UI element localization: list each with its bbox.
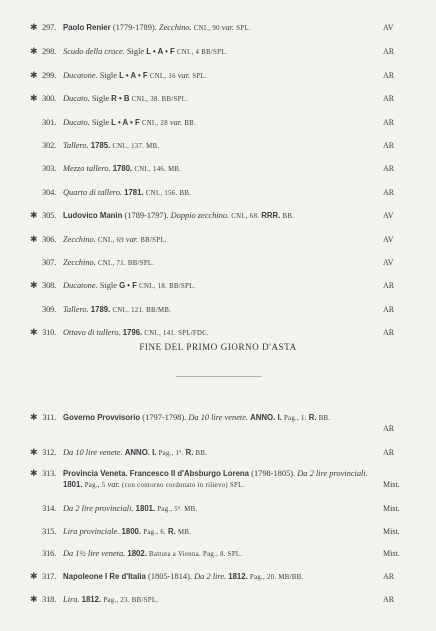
description-segment: CNI., 137. MB.: [112, 143, 160, 150]
description-segment: 1785.: [90, 141, 113, 150]
description-segment: Ducatone.: [63, 281, 100, 290]
metal-code: AV: [383, 258, 394, 267]
description-segment: CNI., 156. BB.: [145, 190, 192, 197]
description-segment: 1781.: [124, 188, 146, 197]
metal-code: AR: [383, 164, 395, 173]
lot-description: [63, 140, 377, 152]
lot-description: [63, 548, 377, 560]
description-segment: Pag., 23. BB/SPL.: [103, 597, 159, 604]
lot-number: 316.: [42, 549, 56, 558]
description-segment: ANNO. I.: [250, 413, 284, 422]
lot-description: [63, 22, 377, 34]
lot-number: 312.: [42, 448, 56, 457]
description-segment: CNI., 71. BB/SPL.: [97, 260, 155, 267]
metal-code: Mist.: [383, 480, 400, 489]
section-divider: [176, 376, 262, 377]
description-segment: CNI., 16: [149, 73, 178, 80]
lot-description: [63, 526, 377, 538]
highlight-star-icon: ✱: [30, 234, 38, 244]
lot-number: 315.: [42, 527, 56, 536]
description-segment: CNI., 146. MB.: [134, 166, 182, 173]
lot-number: 307.: [42, 258, 56, 267]
lot-description: [63, 210, 377, 222]
section-heading: FINE DEL PRIMO GIORNO D'ASTA: [139, 342, 297, 352]
lot-description: [63, 117, 377, 129]
lot-description: [63, 70, 377, 82]
description-segment: L • A • F: [119, 71, 150, 80]
lot-number: 303.: [42, 164, 56, 173]
lot-number: 310.: [42, 328, 56, 337]
description-segment: var.: [125, 235, 141, 244]
metal-code: AR: [383, 94, 395, 103]
lot-number: 314.: [42, 504, 56, 513]
description-segment: SPL.: [236, 25, 251, 32]
description-segment: (1798-1805).: [251, 469, 298, 478]
metal-code: AR: [383, 118, 395, 127]
lot-description: [63, 412, 377, 424]
lot-description: [63, 234, 377, 246]
description-segment: MB.: [178, 529, 192, 536]
description-segment: Da 1½ lire veneta.: [63, 549, 128, 558]
description-segment: Pag., 20. MB/BB.: [249, 574, 304, 581]
description-segment: Zecchino.: [63, 235, 98, 244]
description-segment: BB.: [318, 415, 331, 422]
lot-number: 298.: [42, 47, 56, 56]
description-segment: Pag., 5: [84, 482, 108, 489]
description-segment: Pag., 1.: [283, 415, 309, 422]
metal-code: Mist.: [383, 527, 400, 536]
description-segment: 1796.: [122, 328, 145, 337]
metal-code: AR: [383, 448, 395, 457]
description-segment: CNI., 121. BB/MB.: [112, 307, 172, 314]
description-segment: Pag., 6.: [143, 529, 169, 536]
description-segment: BB.: [282, 213, 295, 220]
description-segment: BB.: [184, 120, 196, 127]
description-segment: L • A • F: [146, 47, 177, 56]
metal-code: AR: [383, 305, 395, 314]
description-segment: var.: [169, 118, 185, 127]
metal-code: Mist.: [383, 504, 400, 513]
description-segment: SPL.: [192, 73, 207, 80]
description-segment: CNI., 38. BB/SPL.: [131, 96, 189, 103]
description-segment: 1801.: [135, 504, 158, 513]
highlight-star-icon: ✱: [30, 280, 38, 290]
highlight-star-icon: ✱: [30, 594, 38, 604]
highlight-star-icon: ✱: [30, 22, 38, 32]
description-segment: 1812.: [228, 572, 250, 581]
description-segment: BB.: [195, 450, 208, 457]
description-segment: var.: [221, 23, 237, 32]
lot-number: 301.: [42, 118, 56, 127]
metal-code: AV: [383, 211, 394, 220]
description-segment: Napoleone I Re d'Italia: [63, 572, 149, 581]
description-segment: (1779-1789).: [112, 23, 159, 32]
highlight-star-icon: ✱: [30, 447, 38, 457]
description-segment: RRR.: [261, 211, 283, 220]
description-segment: (1797-1798).: [142, 413, 189, 422]
description-segment: Ducato.: [63, 118, 92, 127]
description-segment: Ottavo di tallero.: [63, 328, 123, 337]
lot-number: 299.: [42, 71, 56, 80]
lot-description: [63, 447, 377, 459]
lot-number: 305.: [42, 211, 56, 220]
description-segment: CNI., 28: [141, 120, 170, 127]
description-segment: (con contorno cordonato in rilievo) SPL.: [121, 482, 245, 489]
description-segment: 1801.: [63, 480, 85, 489]
description-segment: G • F: [119, 281, 140, 290]
description-segment: Sigle: [91, 118, 112, 127]
lot-description: [63, 571, 377, 583]
description-segment: Lira.: [63, 595, 82, 604]
description-segment: R.: [308, 413, 319, 422]
description-segment: R.: [168, 527, 178, 536]
description-segment: CNI., 68.: [231, 213, 262, 220]
description-segment: 1800.: [121, 527, 144, 536]
description-segment: Da 10 lire venete.: [188, 413, 251, 422]
lot-number: 304.: [42, 188, 56, 197]
metal-code: AV: [383, 235, 394, 244]
lot-number: 300.: [42, 94, 56, 103]
description-segment: Paolo Renier: [63, 23, 113, 32]
lot-description: [63, 594, 377, 606]
highlight-star-icon: ✱: [30, 46, 38, 56]
description-segment: Zecchino.: [63, 258, 98, 267]
metal-code: AR: [383, 595, 395, 604]
lot-number: 318.: [42, 595, 56, 604]
lot-description: [63, 468, 377, 491]
description-segment: Da 2 lire provinciali.: [63, 504, 136, 513]
description-segment: ANNO. I.: [124, 448, 159, 457]
lot-number: 313.: [42, 469, 56, 478]
highlight-star-icon: ✱: [30, 70, 38, 80]
lot-number: 317.: [42, 572, 56, 581]
metal-code: AR: [383, 328, 395, 337]
lot-number: 297.: [42, 23, 56, 32]
description-segment: Quarto di tallero.: [63, 188, 125, 197]
description-segment: Pag., 5ª. MB.: [157, 506, 198, 513]
metal-code: AR: [383, 71, 395, 80]
description-segment: Sigle: [99, 281, 120, 290]
lot-number: 306.: [42, 235, 56, 244]
metal-code: AR: [383, 424, 395, 433]
metal-code: AR: [383, 141, 395, 150]
description-segment: Tallero.: [63, 141, 91, 150]
description-segment: R.: [185, 448, 196, 457]
metal-code: AR: [383, 281, 395, 290]
description-segment: BB/SPL.: [140, 237, 167, 244]
description-segment: Da 2 lire.: [194, 572, 229, 581]
highlight-star-icon: ✱: [30, 571, 38, 581]
description-segment: Ludovico Manin: [63, 211, 125, 220]
lot-number: 309.: [42, 305, 56, 314]
highlight-star-icon: ✱: [30, 210, 38, 220]
description-segment: Ducatone.: [63, 71, 100, 80]
description-segment: L • A • F: [111, 118, 142, 127]
description-segment: CNI., 4 BB/SPL.: [176, 49, 228, 56]
description-segment: CNI., 69: [97, 237, 126, 244]
description-segment: Zecchino.: [158, 23, 194, 32]
metal-code: Mist.: [383, 549, 400, 558]
description-segment: Doppio zecchino.: [170, 211, 232, 220]
lot-number: 308.: [42, 281, 56, 290]
highlight-star-icon: ✱: [30, 327, 38, 337]
highlight-star-icon: ✱: [30, 93, 38, 103]
description-segment: 1789.: [90, 305, 113, 314]
description-segment: CNI., 141. SPL/FDC.: [144, 330, 210, 337]
lot-description: [63, 257, 377, 269]
description-segment: Da 10 lire venete.: [63, 448, 125, 457]
highlight-star-icon: ✱: [30, 468, 38, 478]
lot-number: 311.: [42, 413, 56, 422]
description-segment: Sigle: [99, 71, 120, 80]
description-segment: Lira provinciale.: [63, 527, 122, 536]
lot-description: [63, 93, 377, 105]
lot-description: [63, 503, 377, 515]
metal-code: AR: [383, 47, 395, 56]
metal-code: AR: [383, 572, 395, 581]
description-segment: Ducato.: [63, 94, 92, 103]
description-segment: CNI., 18. BB/SPL.: [139, 283, 196, 290]
lot-description: [63, 163, 377, 175]
description-segment: Pag., 1ª.: [158, 450, 186, 457]
description-segment: Mezzo tallero.: [63, 164, 113, 173]
lot-description: [63, 280, 377, 292]
description-segment: var.: [107, 480, 122, 489]
description-segment: Governo Provvisorio: [63, 413, 143, 422]
description-segment: Scudo della croce.: [63, 47, 127, 56]
description-segment: Sigle: [91, 94, 112, 103]
description-segment: 1802.: [127, 549, 150, 558]
lot-description: [63, 304, 377, 316]
highlight-star-icon: ✱: [30, 412, 38, 422]
description-segment: Battuta a Vienna. Pag., 8. SPL.: [149, 551, 243, 558]
description-segment: var.: [177, 71, 193, 80]
lot-number: 302.: [42, 141, 56, 150]
lot-description: [63, 46, 377, 58]
metal-code: AR: [383, 188, 395, 197]
description-segment: (1805-1814).: [148, 572, 195, 581]
description-segment: 1812.: [81, 595, 104, 604]
description-segment: R • B: [111, 94, 132, 103]
description-segment: Da 2 lire provinciali.: [297, 469, 368, 478]
lot-description: [63, 327, 377, 339]
lot-description: [63, 187, 377, 199]
description-segment: Sigle: [126, 47, 147, 56]
description-segment: 1780.: [112, 164, 135, 173]
description-segment: CNI., 90: [193, 25, 222, 32]
description-segment: (1789-1797).: [124, 211, 171, 220]
metal-code: AV: [383, 23, 394, 32]
description-segment: Tallero.: [63, 305, 91, 314]
description-segment: Provincia Veneta. Francesco II d'Absburgo Lorena: [63, 469, 252, 478]
